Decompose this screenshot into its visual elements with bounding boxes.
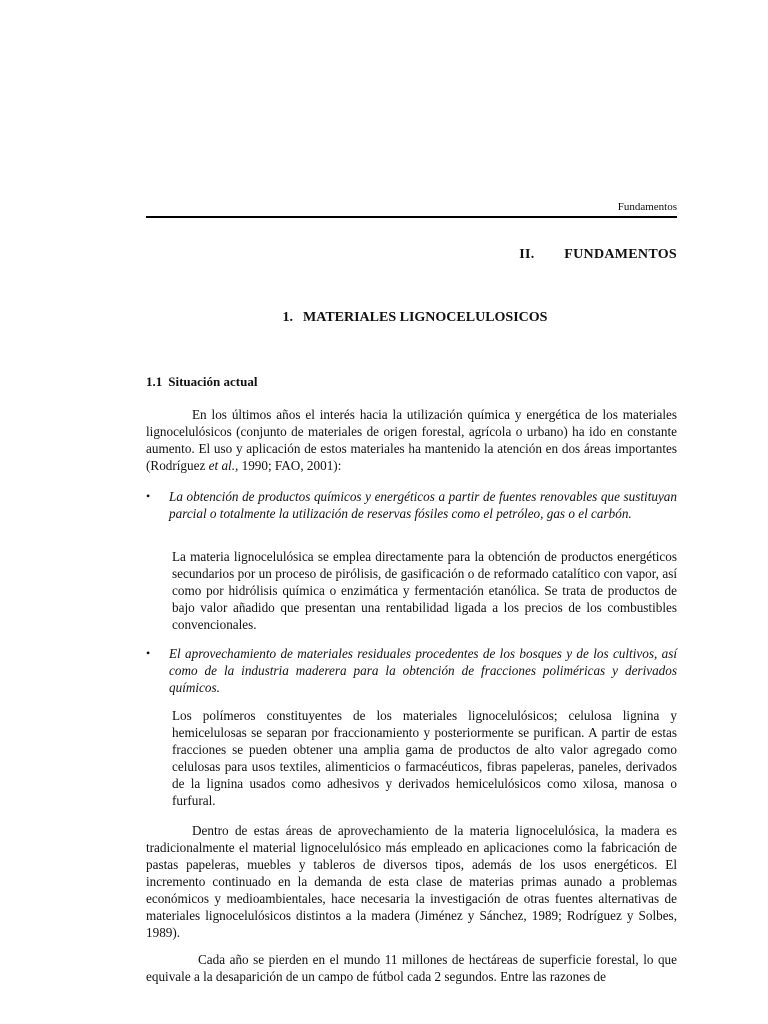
bullet-icon: •: [146, 489, 151, 503]
section-heading: [0, 310, 768, 326]
running-title: Fundamentos: [617, 201, 677, 213]
intro-citation: 1990; FAO, 2001):: [238, 458, 342, 473]
subsection-heading: [146, 374, 257, 390]
intro-text: En los últimos años el interés hacia la utilización química y energética de los materiales lignocelulósicos (conjunto de materiales de origen forestal, agrícola o urbano) ha ido en constante aumento. El uso y aplicación de estos materiales ha mantenido la atención en dos áreas importantes (Rodríguez: [146, 407, 677, 473]
paragraph-2: Dentro de estas áreas de aprovechamiento de la materia lignocelulósica, la madera es tradicionalmente el material lignocelulósico más empleado en aplicaciones como la fabricación de pastas papeleras, muebles y tableros de diversos tipos, además de los usos energéticos. El incremento continuado en la demanda de esta clase de materias primas aunado a problemas económicos y medioambientales, hace necesaria la investigación de otras fuentes alternativas de materiales lignocelulósicos distintos a la madera (Jiménez y Sánchez, 1989; Rodríguez y Solbes, 1989).: [146, 823, 677, 940]
subsection-number: 1.1: [146, 374, 163, 389]
bullet-detail-2: Los polímeros constituyentes de los materiales lignocelulósicos; celulosa lignina y hemicelulosas se separan por fraccionamiento y posteriormente se purifican. A partir de estas fracciones se pueden obtener una amplia gama de productos de alto valor agregado como celulosas para usos textiles, alimenticios o farmacéuticos, fibras papeleras, paneles, derivados de la lignina usados como adhesivos y derivados hemicelulósicos como xilosa, manosa o furfural.: [172, 708, 677, 808]
intro-paragraph: [146, 406, 677, 474]
paragraph-3: Cada año se pierden en el mundo 11 millones de hectáreas de superficie forestal, lo que equivale a la desaparición de un campo de fútbol cada 2 segundos. Entre las razones de: [146, 952, 677, 984]
chapter-heading: [519, 247, 677, 263]
subsection-title: Situación actual: [168, 374, 258, 389]
bullet-text-2: El aprovechamiento de materiales residuales procedentes de los bosques y de los cultivos, así como de la industria maderera para la obtención de fracciones poliméricas y derivados químicos.: [169, 646, 677, 695]
bullet-item-2: [146, 645, 677, 696]
bullet-text-1: La obtención de productos químicos y energéticos a partir de fuentes renovables que sustituyan parcial o totalmente la utilización de reservas fósiles como el petróleo, gas o el carbón.: [169, 489, 677, 521]
bullet-item-1: [146, 488, 677, 522]
bullet-icon: •: [146, 646, 151, 660]
section-number: 1.: [282, 310, 294, 325]
running-header: [146, 201, 677, 218]
et-al: et al.,: [208, 458, 239, 473]
chapter-number: II.: [519, 247, 535, 262]
section-title: MATERIALES LIGNOCELULOSICOS: [303, 310, 548, 325]
bullet-detail-1: La materia lignocelulósica se emplea directamente para la obtención de productos energéticos secundarios por un proceso de pirólisis, de gasificación o de reformado catalítico con vapor, así como por hidrólisis química o enzimática y fermentación etanólica. Se trata de productos de bajo valor añadido que presentan una rentabilidad ligada a los precios de los combustibles convencionales.: [172, 549, 677, 632]
chapter-title: FUNDAMENTOS: [564, 247, 677, 262]
